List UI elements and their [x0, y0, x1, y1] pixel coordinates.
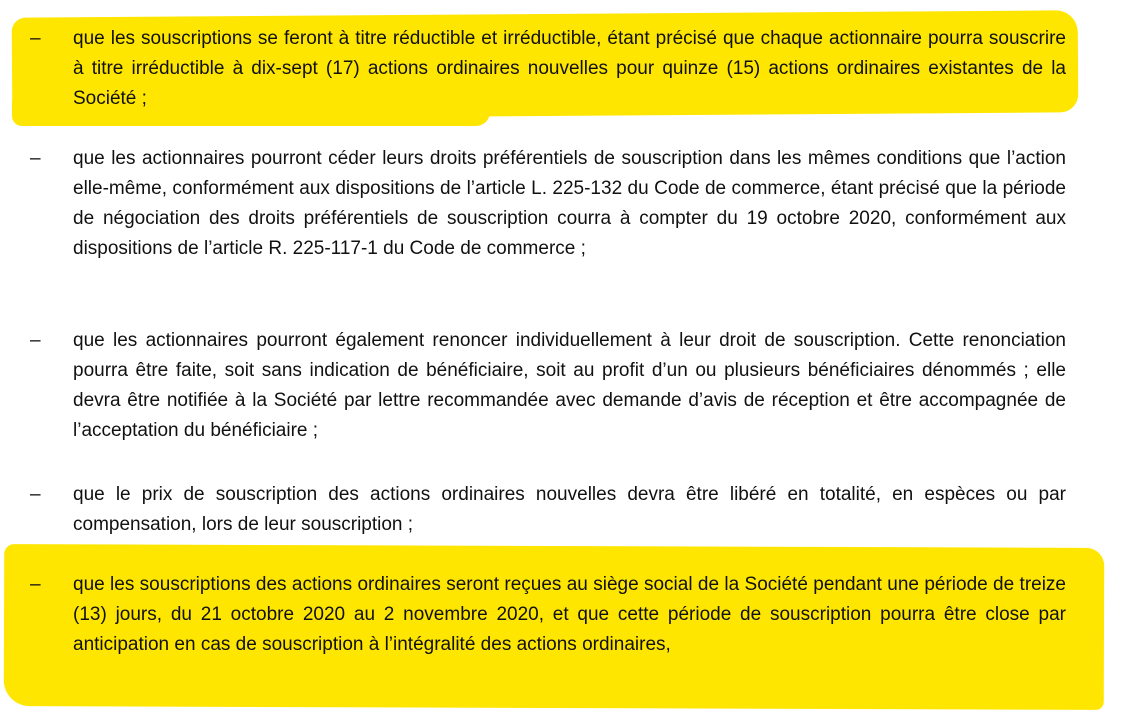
list-item-text: que le prix de souscription des actions ordinaires nouvelles devra être libéré en totalité, en espèces ou par compensation, lors de leur souscription ; [73, 484, 1066, 535]
bullet-dash: – [30, 28, 41, 49]
list-item-text: que les souscriptions se feront à titre réductible et irréductible, étant précisé que chaque actionnaire pourra souscrire à titre irréductible à dix-sept (17) actions ordinaires nouvelles pour quinze (15) actions ordinaires existantes de la Société ; [73, 28, 1066, 109]
bullet-dash: – [30, 330, 41, 351]
bullet-dash: – [30, 574, 41, 595]
bullet-dash: – [30, 148, 41, 169]
list-item-text: que les actionnaires pourront également renoncer individuellement à leur droit de souscription. Cette renonciation pourra être faite, soit sans indication de bénéficiaire, soit au profit d’un ou plusieurs bénéficiaires dénommés ; elle devra être notifiée à la Société par lettre recommandée avec demande d’avis de réception et être accompagnée de l’acceptation du bénéficiaire ; [73, 330, 1066, 441]
list-item-text: que les souscriptions des actions ordinaires seront reçues au siège social de la Société pendant une période de treize (13) jours, du 21 octobre 2020 au 2 novembre 2020, et que cette période de souscription pourra être close par anticipation en cas de souscription à l’intégralité des actions ordinaires, [73, 574, 1066, 655]
bullet-dash: – [30, 484, 41, 505]
list-item-text: que les actionnaires pourront céder leurs droits préférentiels de souscription dans les mêmes conditions que l’action elle-même, conformément aux dispositions de l’article L. 225-132 du Code de commerce, étant précisé que la période de négociation des droits préférentiels de souscription courra à compter du 19 octobre 2020, conformément aux dispositions de l’article R. 225-117-1 du Code de commerce ; [73, 148, 1066, 259]
